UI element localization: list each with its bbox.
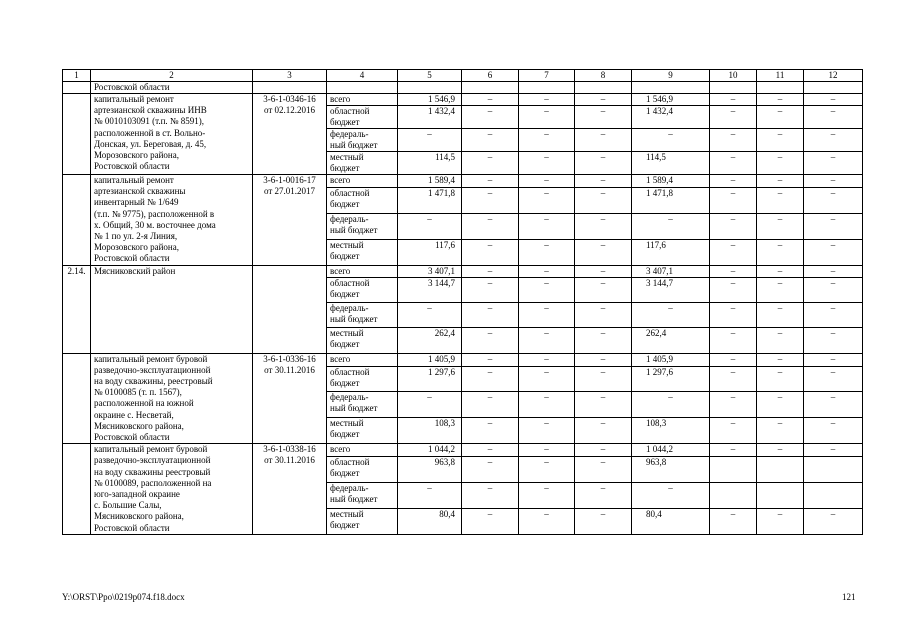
cell-col-9 <box>632 82 710 94</box>
amount-col-7: – <box>519 129 575 152</box>
registration-line: 3-6-1-0346-16 <box>263 94 316 104</box>
amount-col-9: 108,3 <box>632 418 710 444</box>
amount-col-11: – <box>757 213 804 239</box>
amount-col-11: – <box>757 175 804 188</box>
amount-col-7: – <box>519 353 575 366</box>
funding-type-line: ный бюджет <box>330 403 378 414</box>
amount-col-10: – <box>710 278 757 303</box>
amount-col-9: 3 144,7 <box>632 278 710 303</box>
registration-number <box>253 353 327 444</box>
funding-type-line: ный бюджет <box>330 314 378 325</box>
object-description <box>91 353 253 444</box>
amount-col-7: – <box>519 94 575 106</box>
funding-type-line: областной <box>330 278 370 289</box>
object-description <box>91 94 253 175</box>
funding-type-line: федераль- <box>330 392 369 403</box>
column-number-1: 1 <box>63 70 91 82</box>
budget-row-total <box>63 265 863 278</box>
amount-col-10: – <box>710 508 757 534</box>
amount-col-9: 1 405,9 <box>632 353 710 366</box>
registration-line: 3-6-1-0016-17 <box>263 175 316 185</box>
funding-type-line: областной <box>330 106 370 116</box>
description-line: капитальный ремонт буровой <box>94 353 208 364</box>
amount-col-12: – <box>804 366 863 392</box>
amount-col-8: – <box>575 94 632 106</box>
amount-col-12: – <box>804 152 863 175</box>
amount-col-11: – <box>757 152 804 175</box>
registration-number <box>253 265 327 353</box>
amount-col-10: – <box>710 353 757 366</box>
cell-col-3 <box>253 82 327 94</box>
amount-col-12: – <box>804 328 863 353</box>
amount-total: 3 407,1 <box>398 265 462 278</box>
amount-col-6: – <box>462 187 519 213</box>
amount-col-8: – <box>575 328 632 353</box>
amount-col-8: – <box>575 152 632 175</box>
amount-col-11: – <box>757 94 804 106</box>
amount-total: 1 405,9 <box>398 353 462 366</box>
funding-type <box>327 457 398 483</box>
amount-col-7: – <box>519 106 575 129</box>
amount-col-8: – <box>575 366 632 392</box>
amount-col-6: – <box>462 213 519 239</box>
description-line: (т.п. № 9775), расположенной в <box>94 208 215 219</box>
description-line: с. Большие Салы, <box>94 500 162 511</box>
column-number-11: 11 <box>757 70 804 82</box>
amount-col-10 <box>710 457 757 483</box>
amount-col-7: – <box>519 328 575 353</box>
description-line: разведочно-эксплуатационной <box>94 455 211 466</box>
amount-total: – <box>398 392 462 418</box>
description-line: Ростовской области <box>94 161 170 172</box>
amount-col-8: – <box>575 418 632 444</box>
funding-type <box>327 152 398 175</box>
amount-col-6: – <box>462 418 519 444</box>
funding-type-line: областной <box>330 366 370 377</box>
amount-col-12: – <box>804 94 863 106</box>
funding-type-line: местный <box>330 152 364 162</box>
funding-type-line: бюджет <box>330 289 360 300</box>
cell-col-8 <box>575 82 632 94</box>
amount-col-10: – <box>710 213 757 239</box>
item-number <box>63 353 91 444</box>
amount-col-8: – <box>575 239 632 265</box>
description-line: на воду скважины реестровый <box>94 466 211 477</box>
description-line: х. Общий, 30 м. восточнее дома <box>94 219 216 230</box>
amount-total: 114,5 <box>398 152 462 175</box>
amount-col-7: – <box>519 483 575 509</box>
amount-total: – <box>398 483 462 509</box>
funding-type-line: бюджет <box>330 198 360 209</box>
row-number <box>63 82 91 94</box>
amount-col-6: – <box>462 239 519 265</box>
amount-col-12: – <box>804 508 863 534</box>
amount-col-8: – <box>575 175 632 188</box>
column-number-4: 4 <box>327 70 398 82</box>
description-line: капитальный ремонт <box>94 175 174 185</box>
amount-col-6: – <box>462 392 519 418</box>
budget-table <box>62 69 863 535</box>
column-number-12: 12 <box>804 70 863 82</box>
footer-file-path: Y:\ORST\Ppo\0219p074.f18.docx <box>62 592 185 602</box>
amount-col-12: – <box>804 303 863 328</box>
description-line: № 0010103091 (т.п. № 8591), <box>94 116 204 127</box>
amount-total: 1 589,4 <box>398 175 462 188</box>
funding-type-line: местный <box>330 508 364 519</box>
amount-col-7: – <box>519 175 575 188</box>
description-line: разведочно-эксплуатационной <box>94 364 211 375</box>
amount-col-11: – <box>757 444 804 457</box>
amount-total: 80,4 <box>398 508 462 534</box>
amount-col-10: – <box>710 444 757 457</box>
object-description <box>91 175 253 266</box>
description-line: Ростовской области <box>94 253 170 264</box>
registration-line: 3-6-1-0336-16 <box>263 353 316 364</box>
funding-type-line: федераль- <box>330 303 369 314</box>
amount-col-10: – <box>710 418 757 444</box>
funding-type-line: местный <box>330 418 364 429</box>
amount-col-6: – <box>462 106 519 129</box>
amount-col-9: 3 407,1 <box>632 265 710 278</box>
column-number-3: 3 <box>253 70 327 82</box>
amount-col-11: – <box>757 129 804 152</box>
amount-col-6: – <box>462 265 519 278</box>
description-line: № 0100089, расположенной на <box>94 477 212 488</box>
amount-col-10: – <box>710 106 757 129</box>
amount-col-6: – <box>462 303 519 328</box>
amount-col-8: – <box>575 265 632 278</box>
cell-col-10 <box>710 82 757 94</box>
amount-col-11: – <box>757 328 804 353</box>
amount-col-10: – <box>710 303 757 328</box>
funding-type-line: ный бюджет <box>330 140 378 150</box>
amount-col-7: – <box>519 213 575 239</box>
funding-type-line: бюджет <box>330 339 360 350</box>
budget-row-total <box>63 175 863 188</box>
amount-col-7: – <box>519 444 575 457</box>
description-line: № 1 по ул. 2-я Линия, <box>94 231 178 242</box>
funding-type: всего <box>327 175 398 188</box>
description-line: на воду скважины, реестровый <box>94 376 213 387</box>
amount-col-10: – <box>710 129 757 152</box>
description-line: Донская, ул. Береговая, д. 45, <box>94 138 207 149</box>
column-numbers-row <box>63 70 863 82</box>
amount-col-8: – <box>575 392 632 418</box>
funding-type-line: областной <box>330 457 370 468</box>
funding-type-line: федераль- <box>330 213 369 224</box>
amount-col-6: – <box>462 353 519 366</box>
amount-total: 1 432,4 <box>398 106 462 129</box>
item-number <box>63 444 91 535</box>
item-number <box>63 94 91 175</box>
amount-col-9: 262,4 <box>632 328 710 353</box>
amount-total: 963,8 <box>398 457 462 483</box>
amount-col-7: – <box>519 152 575 175</box>
cell-col-11 <box>757 82 804 94</box>
registration-line: от 30.11.2016 <box>264 364 315 375</box>
funding-type-line: областной <box>330 187 370 198</box>
amount-col-9: 1 471,8 <box>632 187 710 213</box>
funding-type <box>327 187 398 213</box>
funding-type-line: федераль- <box>330 129 369 139</box>
amount-total: – <box>398 213 462 239</box>
amount-col-8: – <box>575 303 632 328</box>
description-line: окраине с. Несветай, <box>94 409 174 420</box>
amount-total: 1 297,6 <box>398 366 462 392</box>
registration-line: от 30.11.2016 <box>264 455 315 466</box>
funding-type-line: местный <box>330 328 364 339</box>
amount-col-8: – <box>575 129 632 152</box>
amount-col-10: – <box>710 175 757 188</box>
amount-col-10: – <box>710 239 757 265</box>
amount-col-10: – <box>710 187 757 213</box>
amount-col-10 <box>710 483 757 509</box>
amount-col-9: 114,5 <box>632 152 710 175</box>
amount-col-8: – <box>575 483 632 509</box>
amount-col-6: – <box>462 175 519 188</box>
amount-col-6: – <box>462 457 519 483</box>
description-line: инвентарный № 1/649 <box>94 197 179 208</box>
column-number-5: 5 <box>398 70 462 82</box>
description-line: Морозовского района, <box>94 242 179 253</box>
amount-col-8: – <box>575 213 632 239</box>
description-line: артезианской скважины <box>94 186 186 197</box>
object-description <box>91 444 253 535</box>
amount-col-10: – <box>710 152 757 175</box>
registration-number <box>253 444 327 535</box>
amount-col-12: – <box>804 175 863 188</box>
amount-total: 108,3 <box>398 418 462 444</box>
item-number: 2.14. <box>63 265 91 353</box>
funding-type-line: бюджет <box>330 429 360 440</box>
amount-col-7: – <box>519 239 575 265</box>
amount-col-11 <box>757 457 804 483</box>
continued-description: Ростовской области <box>91 82 253 94</box>
column-number-9: 9 <box>632 70 710 82</box>
continuation-row <box>63 82 863 94</box>
cell-col-4 <box>327 82 398 94</box>
funding-type <box>327 328 398 353</box>
funding-type: всего <box>327 444 398 457</box>
amount-total: 1 471,8 <box>398 187 462 213</box>
funding-type <box>327 239 398 265</box>
amount-col-8: – <box>575 508 632 534</box>
funding-type-line: бюджет <box>330 250 360 261</box>
amount-col-9: – <box>632 303 710 328</box>
amount-col-11: – <box>757 366 804 392</box>
amount-col-8: – <box>575 444 632 457</box>
amount-col-6: – <box>462 94 519 106</box>
registration-number <box>253 175 327 266</box>
amount-col-9: 1 589,4 <box>632 175 710 188</box>
funding-type <box>327 129 398 152</box>
description-line: расположенной на южной <box>94 398 194 409</box>
page-number: 121 <box>842 592 856 602</box>
budget-row-total <box>63 353 863 366</box>
amount-col-12: – <box>804 444 863 457</box>
funding-type <box>327 303 398 328</box>
item-number <box>63 175 91 266</box>
amount-col-11: – <box>757 508 804 534</box>
amount-total: – <box>398 303 462 328</box>
amount-col-11: – <box>757 278 804 303</box>
amount-col-9: 1 044,2 <box>632 444 710 457</box>
amount-col-6: – <box>462 483 519 509</box>
column-number-7: 7 <box>519 70 575 82</box>
amount-col-6: – <box>462 444 519 457</box>
amount-col-6: – <box>462 328 519 353</box>
amount-col-10: – <box>710 366 757 392</box>
funding-type <box>327 366 398 392</box>
amount-col-8: – <box>575 353 632 366</box>
amount-col-7: – <box>519 508 575 534</box>
amount-col-12: – <box>804 392 863 418</box>
description-line: расположенной в ст. Вольно- <box>94 127 206 138</box>
amount-col-6: – <box>462 366 519 392</box>
description-line: капитальный ремонт <box>94 94 174 104</box>
amount-col-11: – <box>757 418 804 444</box>
column-number-8: 8 <box>575 70 632 82</box>
description-line: Мясниковского района, <box>94 420 184 431</box>
description-line: юго-западной окраине <box>94 489 180 500</box>
funding-type <box>327 213 398 239</box>
funding-type <box>327 418 398 444</box>
cell-col-7 <box>519 82 575 94</box>
amount-col-11: – <box>757 239 804 265</box>
registration-number <box>253 94 327 175</box>
amount-col-7: – <box>519 303 575 328</box>
description-line: Мясниковского района, <box>94 511 184 522</box>
amount-col-9: 963,8 <box>632 457 710 483</box>
funding-type: всего <box>327 94 398 106</box>
description-line: Морозовского района, <box>94 150 179 161</box>
funding-type-line: бюджет <box>330 377 360 388</box>
amount-total: 262,4 <box>398 328 462 353</box>
amount-col-11: – <box>757 106 804 129</box>
amount-col-12: – <box>804 129 863 152</box>
amount-col-7: – <box>519 457 575 483</box>
amount-col-11: – <box>757 265 804 278</box>
description-line: № 0100085 (т. п. 1567), <box>94 387 182 398</box>
funding-type <box>327 106 398 129</box>
column-number-6: 6 <box>462 70 519 82</box>
funding-type-line: бюджет <box>330 117 360 127</box>
amount-col-7: – <box>519 392 575 418</box>
amount-col-10: – <box>710 328 757 353</box>
amount-total: 3 144,7 <box>398 278 462 303</box>
funding-type <box>327 508 398 534</box>
funding-type <box>327 483 398 509</box>
budget-row-total <box>63 94 863 106</box>
registration-line: от 27.01.2017 <box>263 186 316 196</box>
amount-col-9: – <box>632 392 710 418</box>
amount-col-6: – <box>462 129 519 152</box>
cell-col-12 <box>804 82 863 94</box>
amount-col-11: – <box>757 187 804 213</box>
amount-col-11: – <box>757 303 804 328</box>
amount-col-12: – <box>804 278 863 303</box>
amount-col-8: – <box>575 457 632 483</box>
amount-col-7: – <box>519 418 575 444</box>
amount-col-9: 1 297,6 <box>632 366 710 392</box>
amount-col-7: – <box>519 366 575 392</box>
amount-col-9: – <box>632 483 710 509</box>
column-number-10: 10 <box>710 70 757 82</box>
amount-col-12: – <box>804 418 863 444</box>
amount-total: 1 044,2 <box>398 444 462 457</box>
cell-col-5 <box>398 82 462 94</box>
amount-col-7: – <box>519 187 575 213</box>
amount-total: 117,6 <box>398 239 462 265</box>
amount-total: – <box>398 129 462 152</box>
amount-col-12 <box>804 483 863 509</box>
amount-col-12: – <box>804 239 863 265</box>
funding-type <box>327 278 398 303</box>
amount-col-6: – <box>462 508 519 534</box>
description-line: капитальный ремонт буровой <box>94 444 208 455</box>
column-number-2: 2 <box>91 70 253 82</box>
amount-col-12: – <box>804 106 863 129</box>
description-line: Ростовской области <box>94 432 170 443</box>
amount-col-8: – <box>575 187 632 213</box>
amount-col-12: – <box>804 213 863 239</box>
district-name: Мясниковский район <box>91 265 253 353</box>
amount-col-12: – <box>804 353 863 366</box>
registration-line: 3-6-1-0338-16 <box>263 444 316 455</box>
amount-col-8: – <box>575 106 632 129</box>
amount-col-9: 117,6 <box>632 239 710 265</box>
amount-col-7: – <box>519 265 575 278</box>
funding-type-line: местный <box>330 239 364 250</box>
amount-col-12: – <box>804 265 863 278</box>
amount-col-8: – <box>575 278 632 303</box>
funding-type-line: бюджет <box>330 519 360 530</box>
amount-col-11 <box>757 483 804 509</box>
amount-col-9: 80,4 <box>632 508 710 534</box>
funding-type: всего <box>327 265 398 278</box>
funding-type-line: ный бюджет <box>330 224 378 235</box>
amount-col-11: – <box>757 353 804 366</box>
amount-col-10: – <box>710 265 757 278</box>
funding-type-line: ный бюджет <box>330 494 378 505</box>
description-line: Ростовской области <box>94 522 170 533</box>
cell-col-6 <box>462 82 519 94</box>
amount-col-6: – <box>462 278 519 303</box>
funding-type-line: федераль- <box>330 483 369 494</box>
funding-type <box>327 392 398 418</box>
amount-col-6: – <box>462 152 519 175</box>
funding-type-line: бюджет <box>330 468 360 479</box>
amount-col-10: – <box>710 94 757 106</box>
amount-col-10: – <box>710 392 757 418</box>
amount-col-11: – <box>757 392 804 418</box>
funding-type-line: бюджет <box>330 163 360 173</box>
amount-col-7: – <box>519 278 575 303</box>
budget-row-total <box>63 444 863 457</box>
registration-line: от 02.12.2016 <box>263 105 316 115</box>
description-line: артезианской скважины ИНВ <box>94 105 207 116</box>
funding-type: всего <box>327 353 398 366</box>
amount-col-9: 1 546,9 <box>632 94 710 106</box>
amount-total: 1 546,9 <box>398 94 462 106</box>
amount-col-12: – <box>804 187 863 213</box>
amount-col-9: – <box>632 213 710 239</box>
amount-col-12 <box>804 457 863 483</box>
amount-col-9: – <box>632 129 710 152</box>
amount-col-9: 1 432,4 <box>632 106 710 129</box>
